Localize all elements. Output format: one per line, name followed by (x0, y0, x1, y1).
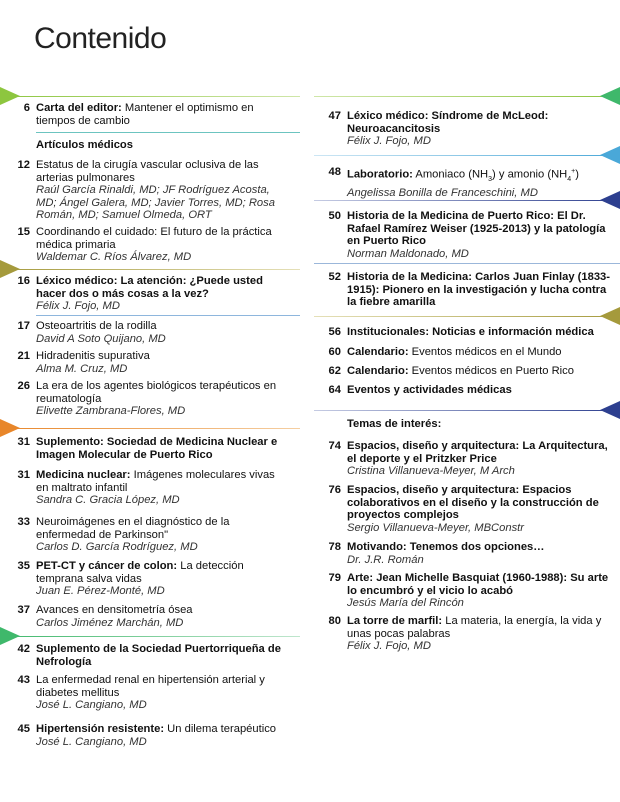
page-number: 78 (328, 541, 341, 553)
divider-navy (314, 410, 620, 411)
entry-title: Léxico médico: La atención: ¿Puede usted hacer dos o más cosas a la vez? (36, 275, 263, 300)
entry-title: Espacios, diseño y arquitectura: La Arquitectura, el deporte y el Pritzker Price (347, 440, 608, 465)
page-number: 50 (328, 210, 341, 222)
divider-blue (36, 315, 300, 316)
entry-title: Amoniaco (NH (412, 168, 489, 181)
entry-label: Calendario: (347, 346, 409, 358)
page-number: 37 (17, 604, 30, 616)
entry-author: Jesús María del Rincón (347, 597, 464, 610)
page-number: 26 (17, 380, 30, 392)
entry-author: Angelissa Bonilla de Franceschini, MD (347, 186, 538, 199)
entry-title: La era de los agentes biológicos terapéuticos en reumatología (36, 380, 277, 405)
page-number: 15 (17, 226, 30, 238)
divider-olive (314, 316, 620, 317)
subscript: 4 (567, 175, 572, 183)
entry-author: Félix J. Fojo, MD (36, 300, 120, 313)
divider-green-top (314, 96, 620, 97)
page-title: Contenido (34, 22, 167, 55)
entry-title-end: ) (575, 168, 579, 181)
entry-label: Laboratorio: (347, 168, 413, 181)
page-number: 45 (17, 723, 30, 735)
page-number: 17 (17, 320, 30, 332)
entry-author: José L. Cangiano, MD (36, 735, 147, 748)
divider-blue (314, 263, 620, 264)
page-number: 52 (328, 271, 341, 283)
page-number: 42 (17, 643, 30, 655)
page-number: 74 (328, 440, 341, 452)
entry-title: Osteoartritis de la rodilla (36, 320, 157, 332)
page-number: 6 (23, 102, 30, 114)
entry-title: Coordinando el cuidado: El futuro de la práctica médica primaria (36, 226, 272, 251)
entry-title: Hidradenitis supurativa (36, 350, 150, 362)
entry-label: La torre de marfil: (347, 615, 443, 627)
arrow-marker-icon (600, 401, 620, 419)
entry-title: Avances en densitometría ósea (36, 604, 193, 616)
page-number: 47 (328, 110, 341, 122)
section-heading: Artículos médicos (36, 139, 133, 151)
entry-title: Estatus de la cirugía vascular oclusiva de las arterias pulmonares (36, 159, 259, 184)
entry-title: Historia de la Medicina: Carlos Juan Finlay (1833-1915): Pionero en la investigación y lucha contra la fiebre amarilla (347, 271, 610, 309)
entry-author: Félix J. Fojo, MD (347, 640, 431, 653)
page-number: 43 (17, 674, 30, 686)
page-number: 62 (328, 365, 341, 377)
entry-label: Carta del editor: (36, 102, 122, 114)
arrow-marker-icon (600, 87, 620, 105)
page-number: 16 (17, 275, 30, 287)
page-number: 64 (328, 384, 341, 396)
page-number: 35 (17, 560, 30, 572)
page-number: 60 (328, 346, 341, 358)
entry-title: Suplemento de la Sociedad Puertorriqueña de Nefrología (36, 643, 281, 668)
entry-author: Elivette Zambrana-Flores, MD (36, 405, 186, 418)
entry-author: Alma M. Cruz, MD (36, 362, 128, 375)
divider-green-top (0, 96, 300, 97)
entry-author: Félix J. Fojo, MD (347, 135, 431, 148)
entry-title: Eventos médicos en el Mundo (408, 346, 562, 358)
entry-author: Cristina Villanueva-Meyer, M Arch (347, 465, 515, 478)
entry-title: La detección temprana salva vidas (36, 560, 244, 585)
page-number: 12 (17, 159, 30, 171)
entry-title: Arte: Jean Michelle Basquiat (1960-1988): Su arte lo encumbró y el vicio lo acabó (347, 572, 609, 597)
arrow-marker-icon (600, 191, 620, 209)
entry-author: Norman Maldonado, MD (347, 247, 469, 260)
entry-title: Institucionales: Noticias e información médica (347, 326, 594, 338)
entry-title: Léxico médico: Síndrome de McLeod: Neuroacancitosis (347, 110, 549, 135)
entry-title: Un dilema terapéutico (164, 723, 277, 735)
entry-label: Hipertensión resistente: (36, 723, 165, 735)
page-number: 79 (328, 572, 341, 584)
entry-title: Mantener el optimismo en tiempos de cambio (36, 102, 254, 127)
superscript: + (571, 168, 576, 175)
entry-title: La enfermedad renal en hipertensión arterial y diabetes mellitus (36, 674, 265, 699)
arrow-marker-icon (600, 146, 620, 164)
divider-green-bottom (0, 636, 300, 637)
arrow-marker-icon (600, 307, 620, 325)
divider-teal (36, 132, 300, 133)
entry-title: Eventos médicos en Puerto Rico (408, 365, 574, 377)
entry-author: Carlos D. García Rodríguez, MD (36, 541, 198, 554)
page-number: 76 (328, 484, 341, 496)
entry-title: Imágenes moleculares vivas en maltrato infantil (36, 469, 275, 494)
entry-author: Dr. J.R. Román (347, 553, 424, 566)
entry-title: Motivando: Tenemos dos opciones… (347, 541, 545, 553)
entry-author: Raúl García Rinaldi, MD; JF Rodríguez Acosta, MD; Ángel Galera, MD; Javier Torres, MD; Rosa Román, MD; Samuel Olmeda, ORT (36, 184, 275, 222)
divider-olive (0, 269, 300, 270)
page-number: 31 (17, 469, 30, 481)
entry-title: Historia de la Medicina de Puerto Rico: El Dr. Rafael Ramírez Weiser (1925-2013) y la patología en Puerto Rico (347, 210, 606, 248)
entry-title: Neuroimágenes en el diagnóstico de la enfermedad de Parkinson" (36, 516, 230, 541)
divider-cyan (314, 155, 620, 156)
page-number: 56 (328, 326, 341, 338)
entry-author: Waldemar C. Ríos Álvarez, MD (36, 251, 192, 264)
entry-title: Suplemento: Sociedad de Medicina Nuclear e Imagen Molecular de Puerto Rico (36, 436, 278, 461)
entry-author: Sandra C. Gracia López, MD (36, 494, 180, 507)
entry-title: La materia, la energía, la vida y unas pocas palabras (347, 615, 602, 640)
entry-title: Espacios, diseño y arquitectura: Espacios colaborativos en el diseño y la construcción de proyectos complejos (347, 484, 599, 522)
divider-navy (314, 200, 620, 201)
subscript: 3 (488, 175, 493, 183)
arrow-marker-icon (0, 419, 20, 437)
page-number: 33 (17, 516, 30, 528)
entry-author: Carlos Jiménez Marchán, MD (36, 616, 184, 629)
divider-orange (0, 428, 300, 429)
entry-title: Eventos y actividades médicas (347, 384, 512, 396)
entry-author: Juan E. Pérez-Monté, MD (36, 585, 165, 598)
entry-author: José L. Cangiano, MD (36, 699, 147, 712)
entry-title-cont: ) y amonio (NH (492, 168, 568, 181)
section-heading: Temas de interés: (347, 418, 442, 430)
entry-author: David A Soto Quijano, MD (36, 332, 166, 345)
entry-label: Medicina nuclear: (36, 469, 131, 481)
entry-label: PET-CT y cáncer de colon: (36, 560, 178, 572)
page-number: 48 (328, 166, 341, 178)
page-number: 31 (17, 436, 30, 448)
entry-author: Sergio Villanueva-Meyer, MBConstr (347, 521, 525, 534)
page-number: 80 (328, 615, 341, 627)
page-number: 21 (17, 350, 30, 362)
entry-label: Calendario: (347, 365, 409, 377)
